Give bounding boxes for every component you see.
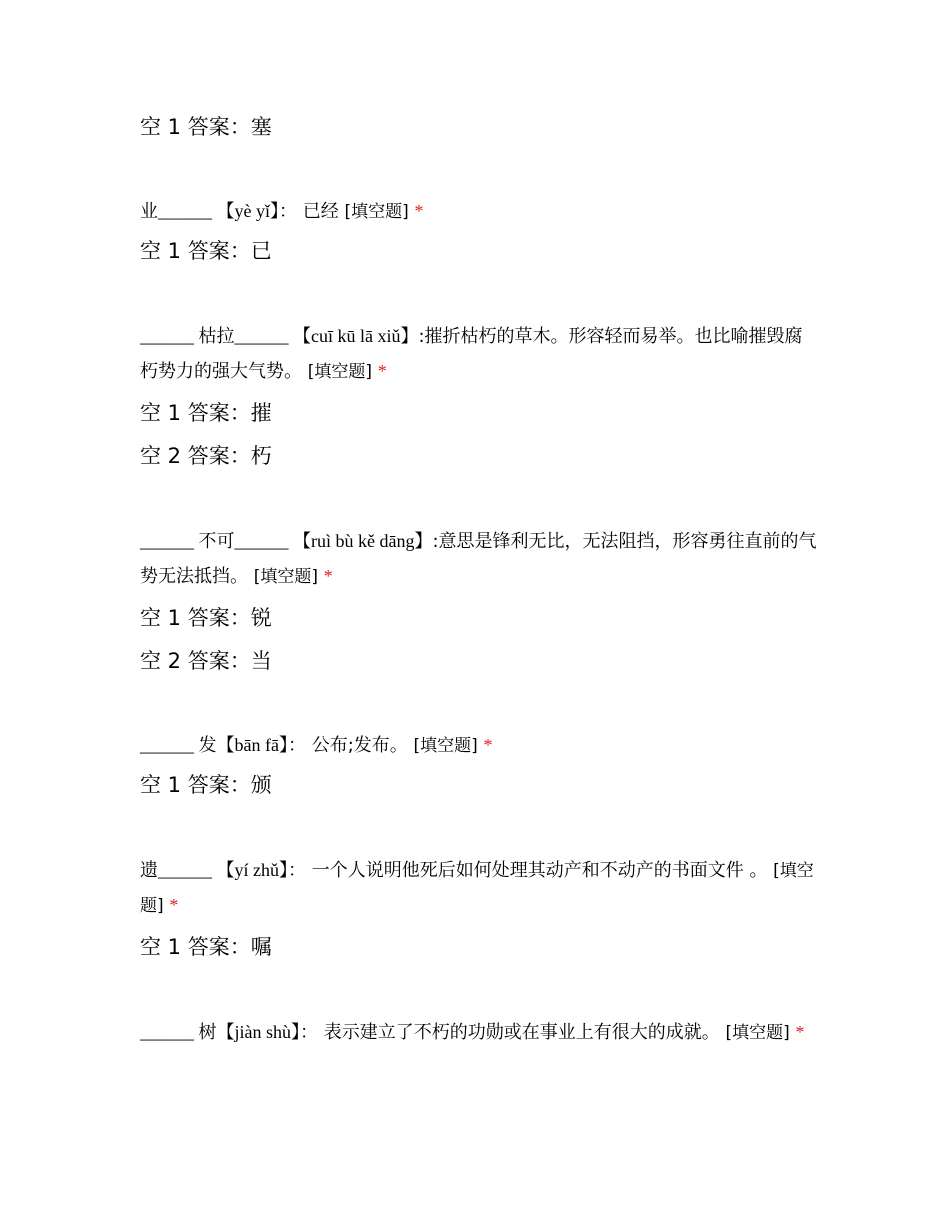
pinyin: 【cuī kū lā xiǔ】 bbox=[293, 326, 419, 346]
answer-line: 空 1 答案：颁 bbox=[140, 773, 272, 797]
question-text: :意思是锋利无比，无法阻挡，形容勇往直前的气势无法抵挡。 bbox=[140, 531, 817, 587]
answer-line: 空 2 答案：当 bbox=[140, 649, 272, 673]
required-marker: * bbox=[483, 735, 493, 755]
question-6 bbox=[140, 1015, 820, 1050]
question-text: :摧折枯朽的草木。形容轻而易举。也比喻摧毁腐朽势力的强大气势。 bbox=[140, 326, 803, 382]
answer-line: 空 1 答案：锐 bbox=[140, 606, 272, 630]
answer-line: 空 2 答案：朽 bbox=[140, 444, 272, 468]
question-prefix: ______ 发 bbox=[140, 735, 217, 755]
question-4 bbox=[140, 728, 820, 763]
question-prefix: ______ 树 bbox=[140, 1022, 217, 1042]
question-type-tag: [填空题] bbox=[140, 861, 814, 916]
pinyin: 【yí zhǔ】 bbox=[216, 860, 288, 880]
question-type-tag: [填空题] bbox=[307, 362, 372, 382]
question-2 bbox=[140, 319, 820, 389]
question-text: ： 表示建立了不朽的功勋或在事业上有很大的成就。 bbox=[300, 1022, 726, 1043]
question-prefix: ______ 枯拉______ bbox=[140, 326, 293, 346]
pinyin: 【jiàn shù】 bbox=[216, 1022, 300, 1042]
required-marker: * bbox=[414, 201, 424, 221]
pinyin: 【yè yǐ】 bbox=[216, 201, 279, 221]
question-prefix: 业______ bbox=[140, 201, 217, 221]
question-type-tag: [填空题] bbox=[413, 736, 478, 756]
question-type-tag: [填空题] bbox=[344, 202, 409, 222]
answer-line: 空 1 答案：已 bbox=[140, 239, 272, 263]
question-type-tag: [填空题] bbox=[725, 1023, 790, 1043]
question-text: ： 公布;发布。 bbox=[287, 735, 414, 756]
pinyin: 【ruì bù kě dāng】 bbox=[293, 531, 433, 551]
question-text: ： 一个人说明他死后如何处理其动产和不动产的书面文件 。 bbox=[288, 860, 774, 881]
required-marker: * bbox=[795, 1022, 805, 1042]
answer-line: 空 1 答案：塞 bbox=[140, 115, 272, 139]
pinyin: 【bān fā】 bbox=[216, 735, 288, 755]
question-text: ： 已经 bbox=[279, 201, 345, 222]
question-5 bbox=[140, 853, 820, 923]
required-marker: * bbox=[377, 361, 387, 381]
required-marker: * bbox=[169, 895, 179, 915]
answer-line: 空 1 答案：嘱 bbox=[140, 935, 272, 959]
question-3 bbox=[140, 524, 820, 594]
question-prefix: 遗______ bbox=[140, 860, 217, 880]
question-1 bbox=[140, 194, 820, 229]
required-marker: * bbox=[323, 566, 333, 586]
question-prefix: ______ 不可______ bbox=[140, 531, 293, 551]
answer-line: 空 1 答案：摧 bbox=[140, 401, 272, 425]
question-type-tag: [填空题] bbox=[253, 567, 318, 587]
